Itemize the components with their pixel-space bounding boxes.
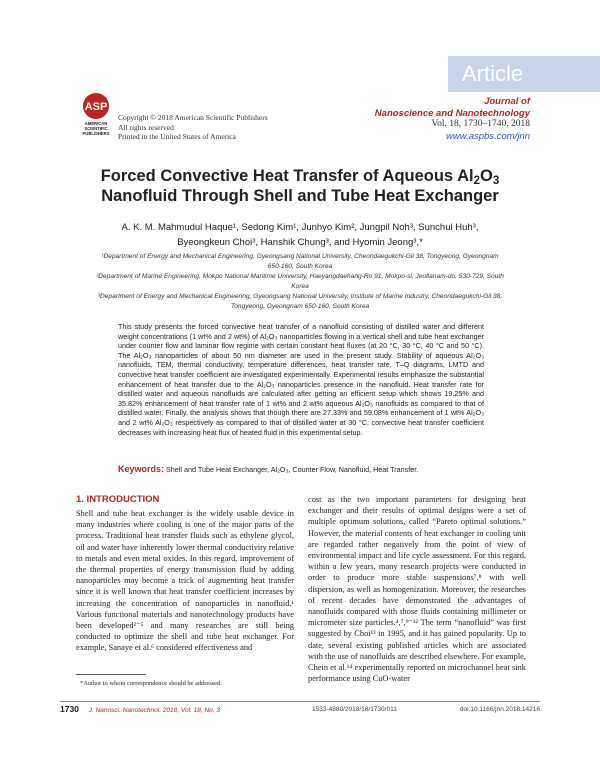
copyright-block: [118, 113, 268, 142]
doi: doi:10.1166/jnn.2018.14216: [459, 706, 540, 713]
printed-line: Printed in the United States of America: [118, 132, 236, 141]
abstract: This study presents the forced convective heat transfer of a nanofluid consisting of distilled water and different weight concentrations (1 wt% and 2 wt%) of Al₂O₃ nanoparticles flowing in a vertical shell and tube heat exchanger under counter flow and laminar flow regime with certain constant heat fluxes (at 20 °C, 30 °C, 40 °C and 50 °C). The Al₂O₃ nanoparticles of about 50 nm diameter are used in the present study. Stability of aqueous Al₂O₃ nanofluids, TEM, thermal conductivity, temperature differences, heat transfer rate, T–Q diagrams, LMTD and convective heat transfer coefficient are investigated experimentally. Experimental results emphasize the substantial enhancement of heat transfer due to the Al₂O₃ nanoparticles presence in the nanofluid. Heat transfer rate for distilled water and aqueous nanofluids are calculated after getting an efficient setup which shows 19.25% and 35.82% enhancement of heat transfer rate of 1 wt% and 2 wt% aqueous Al₂O₃ nanofluids as compared to that of distilled water. Finally, the analysis shows that though there are 27.33% and 59.08% enhancement of 1 wt% Al₂O₃ and 2 wt% Al₂O₃ respectively as compared to that of distilled water at 30 °C, convective heat transfer coefficient decreases with increasing heat flux of heated fluid in this experimental setup.: [118, 322, 484, 437]
asp-logo: [76, 92, 116, 140]
keywords-label: Keywords:: [118, 464, 165, 474]
footnote-rule: [76, 674, 146, 675]
page-number: 1730: [60, 704, 79, 714]
logo-sub-1: AMERICAN: [84, 121, 108, 126]
author-list: [60, 220, 540, 250]
journal-reference: J. Nanosci. Nanotechnol. 2018, Vol. 18, No. 3: [88, 707, 221, 714]
authors-line-2: Byeongkeun Choi³, Hanshik Chung³, and Hyomin Jeong³,*: [177, 237, 423, 248]
keywords-text: Shell and Tube Heat Exchanger, Al₂O₃, Counter Flow, Nanofluid, Heat Transfer.: [166, 465, 419, 474]
paper-title: Forced Convective Heat Transfer of Aqueous $Al_2O_3$ Nanofluid Through Shell and Tube Heat Exchanger: [100, 167, 500, 205]
logo-sub-3: PUBLISHERS: [82, 131, 110, 136]
affiliation-2: ²Department of Marine Engineering, Mokpo National Maritime University, Haeyangdaehang-Ro 91, Mokpo-si, Jeollanam-do, 530-729, South Korea: [96, 273, 504, 290]
section-heading: 1. INTRODUCTION: [76, 494, 160, 505]
volume-info: Vol. 18, 1730–1740, 2018: [431, 119, 530, 129]
footnote: *Author to whom correspondence should be addressed.: [80, 680, 222, 687]
journal-info: [375, 96, 530, 142]
issn: 1533-4880/2018/18/1730/011: [312, 706, 397, 713]
affiliation-1: ¹Department of Energy and Mechanical Engineering, Gyeongsang National University, Cheondaegukchi-Gil 38, Tongyeong, Gyeongnam 650-160, South Korea: [101, 253, 499, 270]
affiliations: [96, 252, 504, 312]
body-column-left: Shell and tube heat exchanger is the widely usable device in many industries where cooling is one of the major parts of the process. Traditional heat transfer fluids such as ethylene glycol, oil and water have inherently lower thermal conductivity relative to metals and even metal oxides. In this regard, improvement of the thermal properties of energy transmission fluid by adding nanoparticles may become a trick of augmenting heat transfer since it is well known that heat transfer coefficient increases by increasing the concentration of nanoparticles in nanofluid.¹ Various functional materials and nanotechnology products have been developed²⁻⁵ and many researches are still being conducted to optimize the shell and tube heat exchanger. For example, Sanaye et al.⁶ considered effectiveness and: [76, 509, 294, 653]
journal-website-link[interactable]: www.aspbs.com/jnn: [446, 130, 530, 142]
footer-rule: [60, 701, 540, 702]
journal-name-line1: Journal of: [484, 96, 530, 107]
page-footer: [60, 704, 540, 714]
authors-line-1: A. K. M. Mahmudul Haque¹, Sedong Kim¹, Junhyo Kim², Jungpil Noh³, Sunchul Huh³,: [121, 222, 479, 233]
logo-text: ASP: [84, 101, 108, 113]
affiliation-3: ³Department of Energy and Mechanical Engineering, Gyeongsang National University, Institute of Marine Industry, Cheondaegukchi-Gil 38, Tongyeong, Gyeongnam 650-160, South Korea: [97, 293, 503, 310]
journal-name-line2: Nanoscience and Nanotechnology: [374, 107, 530, 119]
article-type-tab: Article: [448, 56, 600, 92]
keywords: [118, 464, 484, 474]
body-column-right: cost as the two important parameters for designing heat exchanger and their results of optimal designs were a set of multiple optimum solutions, called “Pareto optimal solutions.” However, the material contents of heat exchanger in cooling unit are regarded rather negatively from the point of view of environmental impact and life cycle assessment. For this regard, within a few years, many research projects were conducted in order to produce more stable suspensions⁷,⁸ with well dispersion, as well as homogenization. Moreover, the researches of recent decades have demonstrated the advantages of nanofluids compared with those fluids containing millimeter or micrometer size particles.⁴,⁷,⁹⁻¹² The term “nanofluid” was first suggested by Choi¹³ in 1995, and it has gained popularity. Up to date, several existing published articles which are associated with the use of nanofluids are described elsewhere. For example, Chein et al.¹⁴ experimentally reported on microchannel heat sink performance using CuO-water: [308, 495, 526, 684]
logo-sub-2: SCIENTIFIC: [84, 126, 108, 131]
rights-line: All rights reserved: [118, 122, 174, 132]
copyright-line: Copyright © 2018 American Scientific Publishers: [118, 113, 268, 122]
